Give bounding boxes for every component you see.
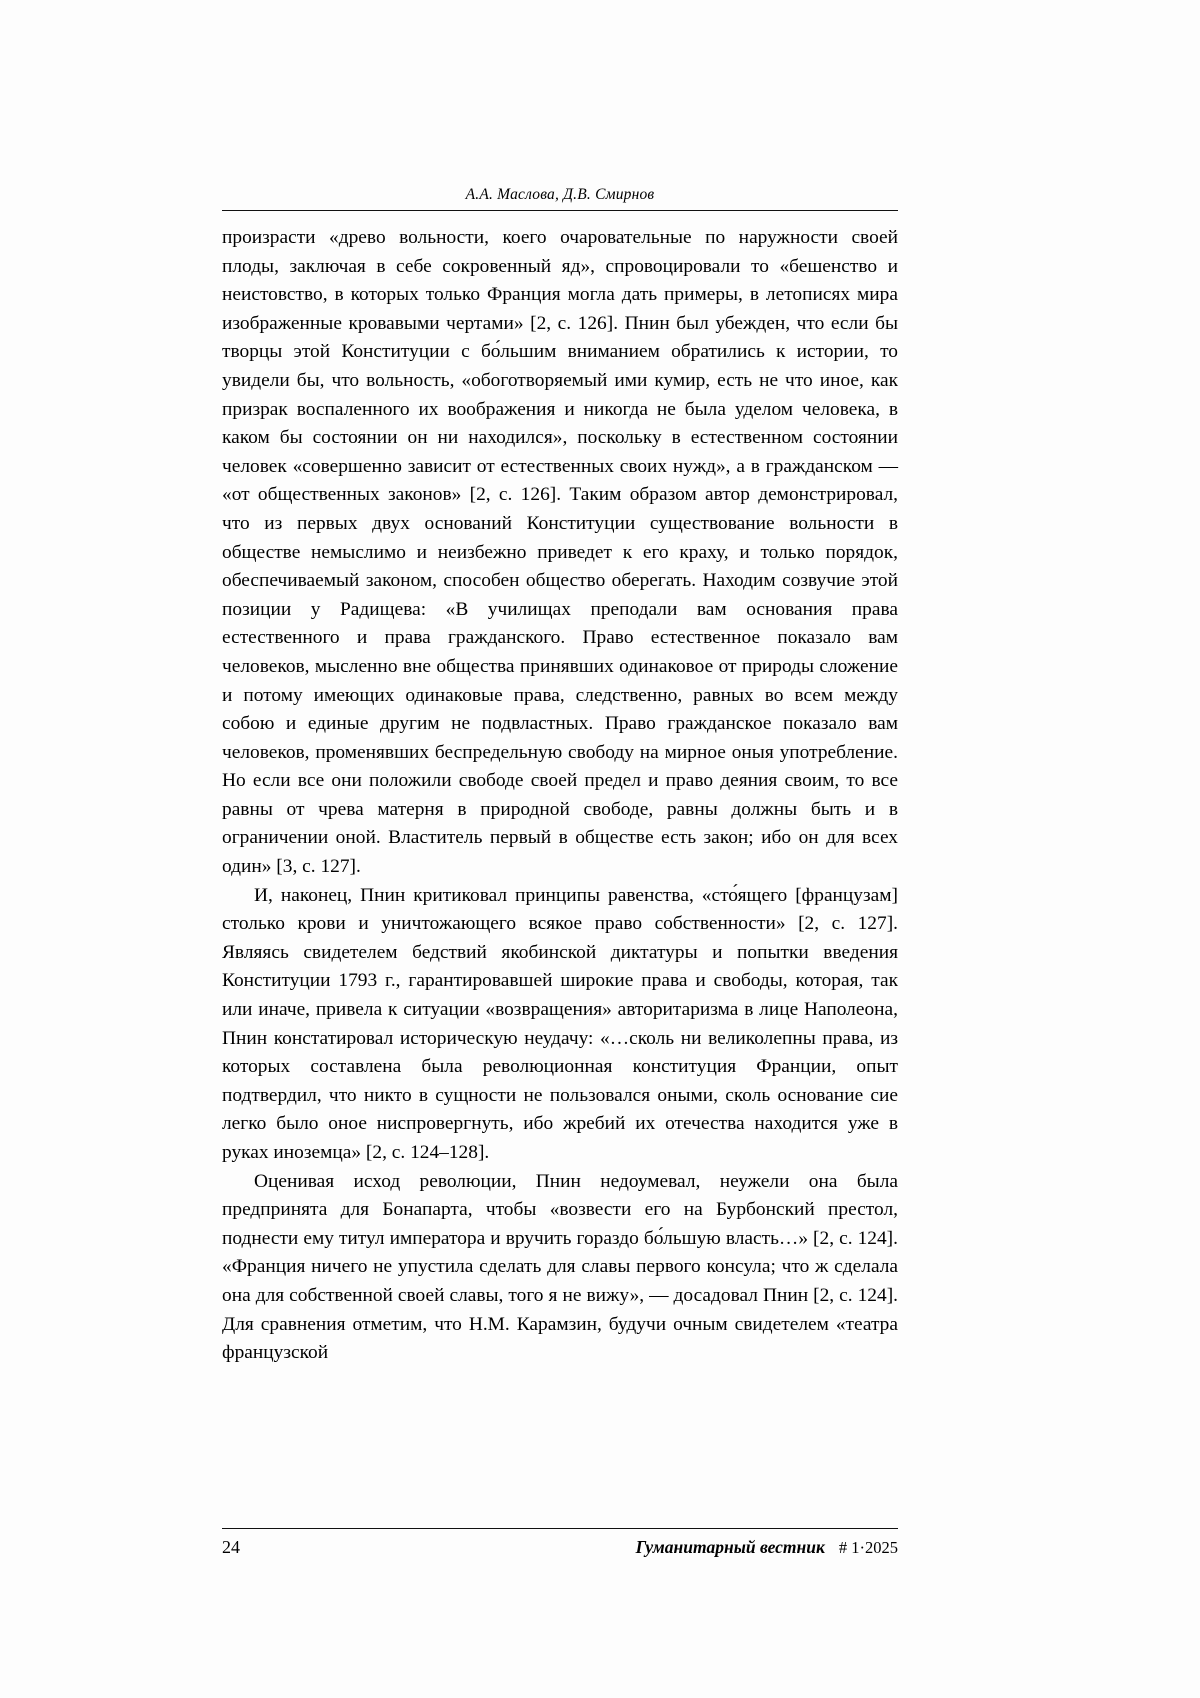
page-number: 24 (222, 1537, 240, 1557)
footer-journal-info (636, 1537, 898, 1558)
paragraph: И, наконец, Пнин критиковал принципы равенства, «сто́ящего [французам] столько крови и уничтожающего всякое право собственности» [2, с. 127]. Являясь свидетелем бедствий якобинской диктатуры и попытки введения Конституции 1793 г., гарантировавшей широкие права и свободы, которая, так или иначе, привела к ситуации «возвращения» авторитаризма в лице Наполеона, Пнин констатировал историческую неудачу: «…сколь ни великолепны права, из которых составлена была революционная конституция Франции, опыт подтвердил, что никто в сущности не пользовался оными, сколь основание сие легко было оное ниспровергнуть, ибо жребий их отечества находится уже в руках иноземца» [2, с. 124–128]. (222, 884, 898, 1163)
page-content (222, 186, 898, 1368)
running-head: А.А. Маслова, Д.В. Смирнов (222, 186, 898, 211)
journal-issue: # 1·2025 (838, 1538, 898, 1557)
paragraph: Оценивая исход революции, Пнин недоумевал, неужели она была предпринята для Бонапарта, чтобы «возвести его на Бурбонский престол, поднести ему титул императора и вручить гораздо бо́льшую власть…» [2, с. 124]. «Франция ничего не упустила сделать для славы первого консула; что ж сделала она для собственной своей славы, того я не вижу», — досадовал Пнин [2, с. 124]. Для сравнения отметим, что Н.М. Карамзин, будучи очным свидетелем «театра французской (222, 1170, 898, 1364)
article-body (222, 224, 898, 1368)
page-footer (222, 1528, 898, 1558)
journal-title: Гуманитарный вестник (635, 1537, 825, 1557)
paragraph: произрасти «древо вольности, коего очаровательные по наружности своей плоды, заключая в себе сокровенный яд», спровоцировали то «бешенство и неистовство, в которых только Франция могла дать примеры, в летописях мира изображенные кровавыми чертами» [2, с. 126]. Пнин был убежден, что если бы творцы этой Конституции с бо́льшим вниманием обратились к истории, то увидели бы, что вольность, «обоготворяемый ими кумир, есть не что иное, как призрак воспаленного их воображения и никогда не была уделом человека, в каком бы состоянии он ни находился», поскольку в естественном состоянии человек «совершенно зависит от естественных своих нужд», а в гражданском — «от общественных законов» [2, с. 126]. Таким образом автор демонстрировал, что из первых двух оснований Конституции существование вольности в обществе немыслимо и неизбежно приведет к его краху, и только порядок, обеспечиваемый законом, способен общество оберегать. Находим созвучие этой позиции у Радищева: «В училищах преподали вам основания права естественного и права гражданского. Право естественное показало вам человеков, мысленно вне общества принявших одинаковое от природы сложение и потому имеющих одинаковые права, следственно, равных во всем между собою и единые другим не подвластных. Право гражданское показало вам человеков, променявших беспредельную свободу на мирное оныя употребление. Но если все они положили свободе своей предел и право деяния своим, то все равны от чрева матерня в природной свободе, равны должны быть и в ограничении оной. Властитель первый в обществе есть закон; ибо он для всех один» [3, с. 127]. (222, 227, 898, 878)
